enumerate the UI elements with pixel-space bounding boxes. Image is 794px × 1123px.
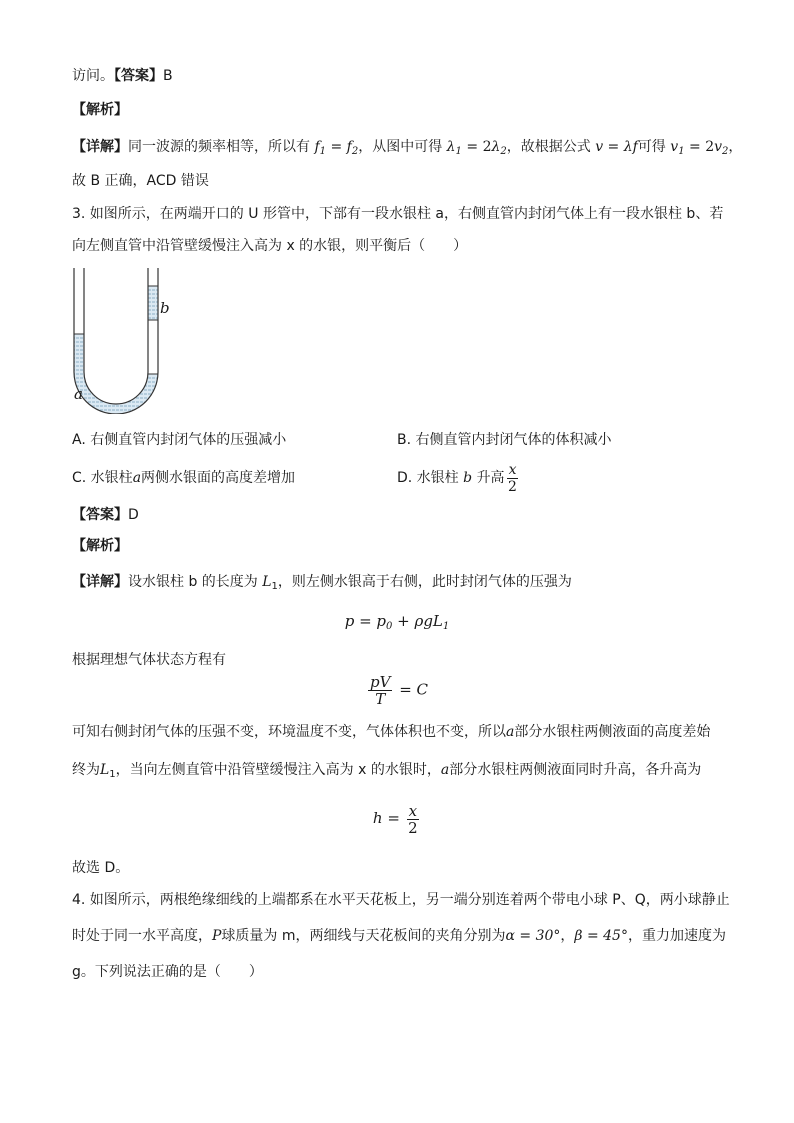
equation-height: h = $\frac{x}{2}$: [372, 801, 418, 837]
detail2-line4: 终为$L_1$，当向左侧直管中沿管壁缓慢注入高为 x 的水银时，a部分水银柱两侧液面同时升高，各升高为: [72, 762, 702, 780]
formula-f: $f_1 = f_2$: [314, 139, 359, 157]
conclusion-line: 故选 D。: [72, 860, 130, 876]
option-c: C. 水银柱a两侧水银面的高度差增加: [72, 470, 296, 486]
answer-value: B: [163, 68, 173, 84]
detail1-text2: ，从图中可得: [358, 139, 443, 155]
u-tube-figure: [72, 268, 172, 414]
detail1-text1: 同一波源的频率相等，所以有: [128, 139, 310, 155]
option-d: D. 水银柱 b 升高 $\frac{x}{2}$: [397, 461, 517, 495]
equation-ideal-gas: $\frac{pV}{T}$ = C: [369, 673, 429, 708]
formula-v12: $v_1 = 2v_2$: [670, 139, 729, 157]
q4-line3: g。下列说法正确的是（ ）: [72, 964, 263, 980]
answer-label: 【答案】: [114, 68, 163, 84]
q4-line2: 时处于同一水平高度，P球质量为 m，两细线与天花板间的夹角分别为α = 30°，β = 45°，重力加速度为: [72, 928, 726, 944]
equation-pressure: $p = p_0 + \rho gL_1$: [344, 612, 450, 632]
detail1-label: 【详解】: [72, 139, 128, 155]
detail1-line: 【详解】同一波源的频率相等，所以有 $f_1 = f_2$，从图中可得 $\lambda_1 = 2\lambda_2$，故根据公式 v = λf可得 $v_1 = 2v_2$，: [72, 139, 743, 157]
formula-v: v = λf: [595, 139, 638, 155]
answer2-line: 【答案】D: [72, 507, 139, 523]
detail1-text4: 可得: [637, 139, 666, 155]
q3-line1: 3. 如图所示，在两端开口的 U 形管中，下部有一段水银柱 a，右侧直管内封闭气体上有一段水银柱 b、若: [72, 206, 724, 222]
top-answer-line: [72, 66, 173, 86]
ideal-gas-line: 根据理想气体状态方程有: [72, 652, 226, 668]
analysis-heading-2: 【解析】: [72, 538, 128, 554]
top-prefix: 访问。: [72, 68, 114, 84]
option-b: B. 右侧直管内封闭气体的体积减小: [397, 432, 612, 448]
detail1-text3: ，故根据公式: [506, 139, 591, 155]
q4-line1: 4. 如图所示，两根绝缘细线的上端都系在水平天花板上，另一端分别连着两个带电小球 P、Q，两小球静止: [72, 892, 730, 908]
detail2-line3: 可知右侧封闭气体的压强不变，环境温度不变，气体体积也不变，所以a部分水银柱两侧液面的高度差始: [72, 724, 711, 740]
fig-label-a: a: [74, 385, 83, 403]
detail2-line1: 【详解】设水银柱 b 的长度为 $L_1$，则左侧水银高于右侧，此时封闭气体的压强为: [72, 574, 572, 592]
option-a: A. 右侧直管内封闭气体的压强减小: [72, 432, 287, 448]
detail1-cont: 故 B 正确，ACD 错误: [72, 173, 209, 189]
fig-label-b: b: [160, 299, 170, 317]
analysis-heading-1: 【解析】: [72, 102, 128, 118]
q3-line2: 向左侧直管中沿管壁缓慢注入高为 x 的水银，则平衡后（ ）: [72, 238, 468, 254]
formula-lambda: $\lambda_1 = 2\lambda_2$: [446, 139, 507, 157]
